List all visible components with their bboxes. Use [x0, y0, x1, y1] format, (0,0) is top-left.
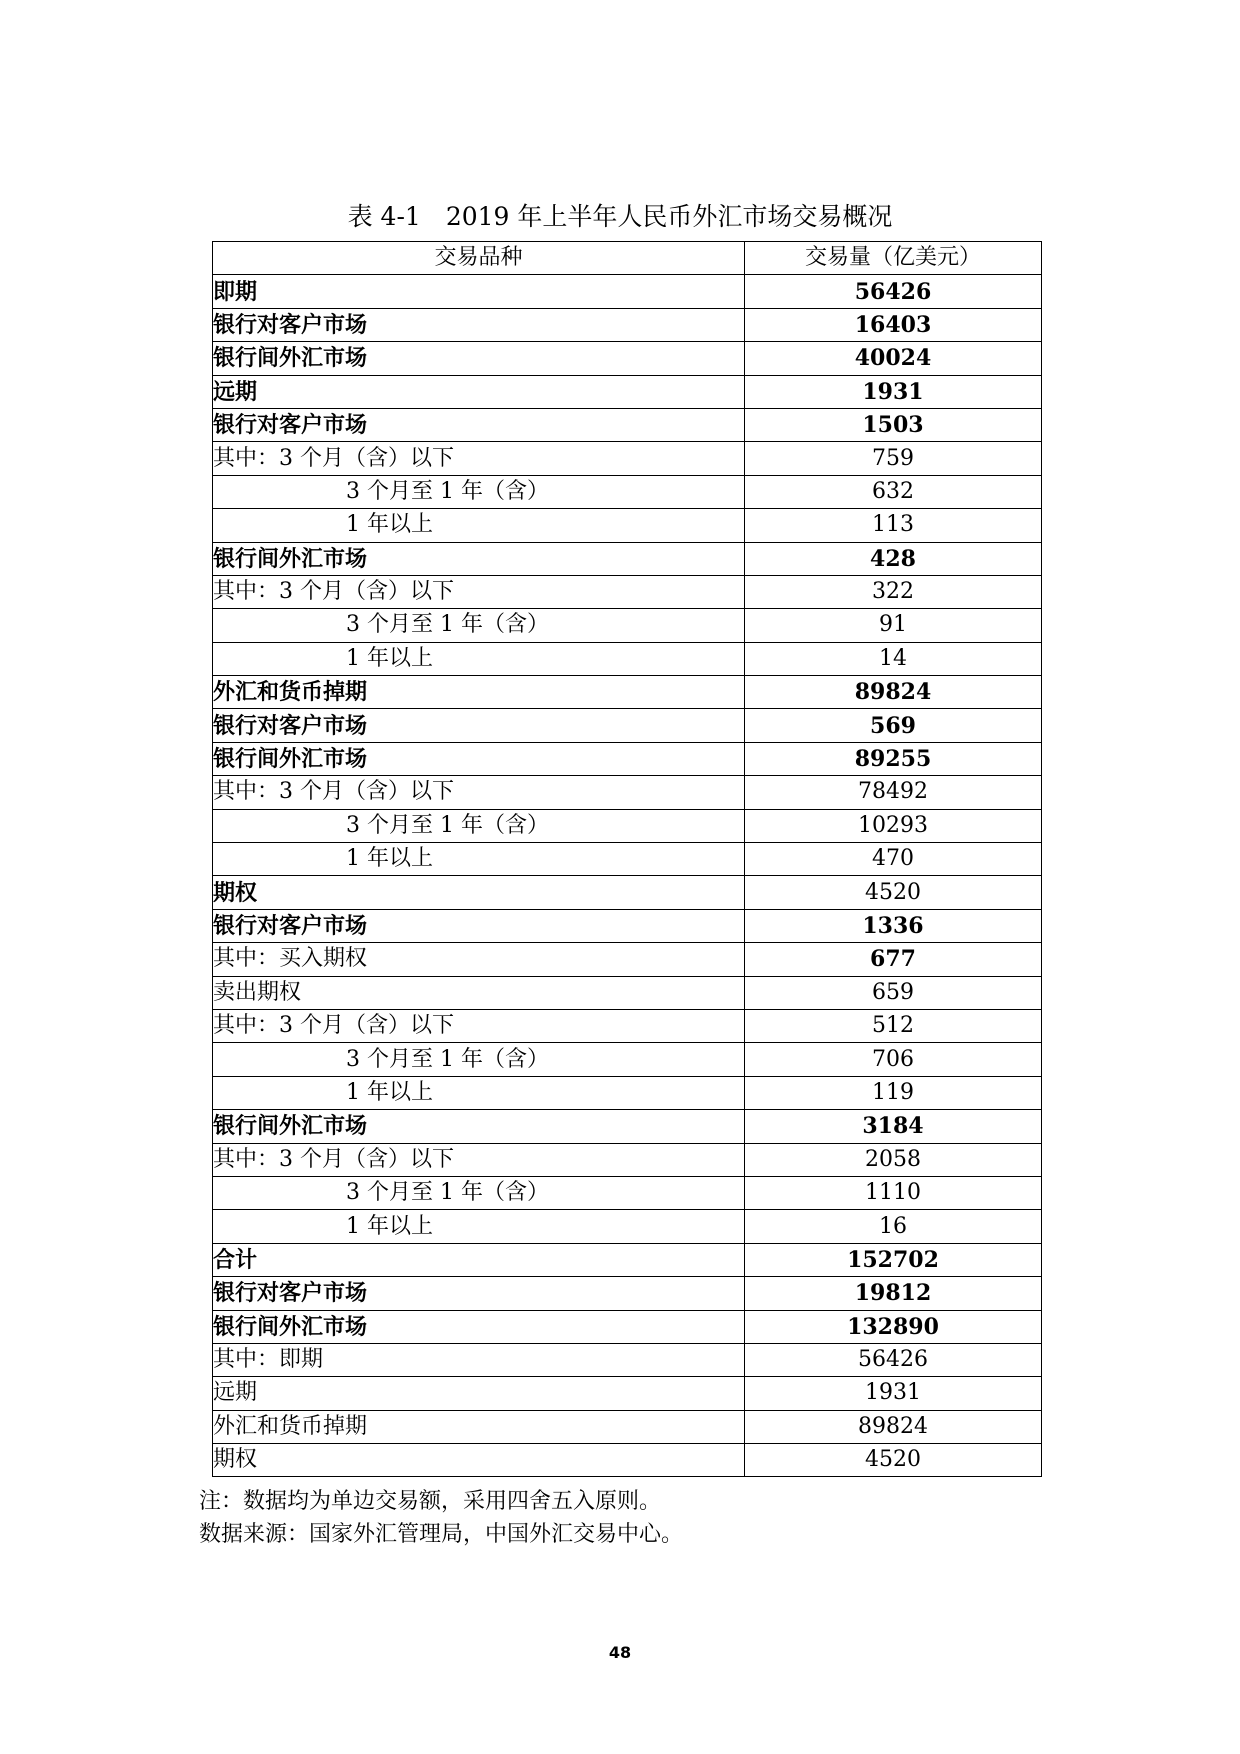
row-product-name: 银行间外汇市场	[213, 542, 745, 575]
row-product-name: 1 年以上	[213, 1076, 745, 1109]
table-row	[213, 742, 1042, 775]
table-row	[213, 943, 1042, 976]
row-volume-value: 1931	[745, 1377, 1042, 1410]
row-volume-value: 4520	[745, 876, 1042, 909]
row-volume-value: 512	[745, 1009, 1042, 1042]
table-row	[213, 542, 1042, 575]
row-product-name: 其中：3 个月（含）以下	[213, 1009, 745, 1042]
row-product-name: 期权	[213, 1444, 745, 1477]
table-row	[213, 1410, 1042, 1443]
table-row	[213, 1343, 1042, 1376]
row-volume-value: 16	[745, 1210, 1042, 1243]
table-row	[213, 475, 1042, 508]
row-product-name: 其中：买入期权	[213, 943, 745, 976]
table-title: 表 4-1 2019 年上半年人民币外汇市场交易概况	[347, 202, 893, 231]
row-volume-value: 56426	[745, 275, 1042, 308]
row-product-name: 3 个月至 1 年（含）	[213, 809, 745, 842]
row-product-name: 即期	[213, 275, 745, 308]
row-volume-value: 632	[745, 475, 1042, 508]
row-product-name: 银行间外汇市场	[213, 342, 745, 375]
row-volume-value: 706	[745, 1043, 1042, 1076]
row-volume-value: 91	[745, 609, 1042, 642]
table-row	[213, 909, 1042, 942]
row-product-name: 外汇和货币掉期	[213, 676, 745, 709]
header-product: 交易品种	[213, 242, 745, 275]
table-row	[213, 275, 1042, 308]
row-product-name: 其中：3 个月（含）以下	[213, 575, 745, 608]
row-volume-value: 152702	[745, 1243, 1042, 1276]
row-volume-value: 40024	[745, 342, 1042, 375]
table-row	[213, 642, 1042, 675]
row-product-name: 卖出期权	[213, 976, 745, 1009]
row-product-name: 其中：3 个月（含）以下	[213, 1143, 745, 1176]
row-volume-value: 132890	[745, 1310, 1042, 1343]
table-row	[213, 1143, 1042, 1176]
table-row	[213, 1176, 1042, 1209]
row-volume-value: 569	[745, 709, 1042, 742]
row-product-name: 3 个月至 1 年（含）	[213, 475, 745, 508]
row-volume-value: 1931	[745, 375, 1042, 408]
row-volume-value: 16403	[745, 308, 1042, 341]
row-product-name: 银行对客户市场	[213, 709, 745, 742]
table-row	[213, 1076, 1042, 1109]
row-volume-value: 89824	[745, 1410, 1042, 1443]
table-note: 注：数据均为单边交易额，采用四舍五入原则。	[199, 1489, 662, 1514]
row-product-name: 合计	[213, 1243, 745, 1276]
table-row	[213, 976, 1042, 1009]
row-product-name: 银行间外汇市场	[213, 742, 745, 775]
row-product-name: 远期	[213, 375, 745, 408]
table-row	[213, 509, 1042, 542]
row-volume-value: 322	[745, 575, 1042, 608]
fx-market-table	[212, 241, 1042, 1477]
row-product-name: 银行对客户市场	[213, 1277, 745, 1310]
row-volume-value: 14	[745, 642, 1042, 675]
table-row	[213, 843, 1042, 876]
row-volume-value: 3184	[745, 1110, 1042, 1143]
row-volume-value: 56426	[745, 1343, 1042, 1376]
row-product-name: 期权	[213, 876, 745, 909]
table-row	[213, 609, 1042, 642]
row-volume-value: 659	[745, 976, 1042, 1009]
row-volume-value: 2058	[745, 1143, 1042, 1176]
table-row	[213, 876, 1042, 909]
table-row	[213, 575, 1042, 608]
table-row	[213, 308, 1042, 341]
header-volume: 交易量（亿美元）	[745, 242, 1042, 275]
table-row	[213, 1243, 1042, 1276]
row-product-name: 远期	[213, 1377, 745, 1410]
table-row	[213, 1310, 1042, 1343]
row-product-name: 1 年以上	[213, 843, 745, 876]
table-row	[213, 1277, 1042, 1310]
row-volume-value: 759	[745, 442, 1042, 475]
table-row	[213, 809, 1042, 842]
table-row	[213, 408, 1042, 441]
table-row	[213, 709, 1042, 742]
data-source-note: 数据来源：国家外汇管理局，中国外汇交易中心。	[199, 1522, 684, 1547]
row-product-name: 3 个月至 1 年（含）	[213, 1176, 745, 1209]
row-volume-value: 470	[745, 843, 1042, 876]
row-product-name: 1 年以上	[213, 642, 745, 675]
row-volume-value: 89824	[745, 676, 1042, 709]
row-product-name: 外汇和货币掉期	[213, 1410, 745, 1443]
row-volume-value: 4520	[745, 1444, 1042, 1477]
table-row	[213, 375, 1042, 408]
row-product-name: 银行对客户市场	[213, 909, 745, 942]
row-volume-value: 10293	[745, 809, 1042, 842]
row-volume-value: 1110	[745, 1176, 1042, 1209]
row-product-name: 银行间外汇市场	[213, 1310, 745, 1343]
row-product-name: 3 个月至 1 年（含）	[213, 1043, 745, 1076]
row-volume-value: 1503	[745, 408, 1042, 441]
row-product-name: 其中：即期	[213, 1343, 745, 1376]
table-row	[213, 442, 1042, 475]
row-volume-value: 119	[745, 1076, 1042, 1109]
row-product-name: 银行对客户市场	[213, 408, 745, 441]
table-row	[213, 1009, 1042, 1042]
row-volume-value: 1336	[745, 909, 1042, 942]
row-product-name: 银行对客户市场	[213, 308, 745, 341]
table-body	[213, 275, 1042, 1477]
row-volume-value: 428	[745, 542, 1042, 575]
row-volume-value: 677	[745, 943, 1042, 976]
table-row	[213, 1210, 1042, 1243]
row-volume-value: 113	[745, 509, 1042, 542]
row-product-name: 1 年以上	[213, 509, 745, 542]
table-row	[213, 1444, 1042, 1477]
table-row	[213, 676, 1042, 709]
table-row	[213, 1377, 1042, 1410]
row-product-name: 其中：3 个月（含）以下	[213, 442, 745, 475]
row-product-name: 其中：3 个月（含）以下	[213, 776, 745, 809]
table-row	[213, 1043, 1042, 1076]
row-volume-value: 89255	[745, 742, 1042, 775]
row-product-name: 1 年以上	[213, 1210, 745, 1243]
table-header-row	[213, 242, 1042, 275]
row-volume-value: 78492	[745, 776, 1042, 809]
page-number: 48	[608, 1643, 632, 1662]
row-product-name: 银行间外汇市场	[213, 1110, 745, 1143]
table-row	[213, 776, 1042, 809]
table-row	[213, 342, 1042, 375]
row-product-name: 3 个月至 1 年（含）	[213, 609, 745, 642]
row-volume-value: 19812	[745, 1277, 1042, 1310]
table-row	[213, 1110, 1042, 1143]
